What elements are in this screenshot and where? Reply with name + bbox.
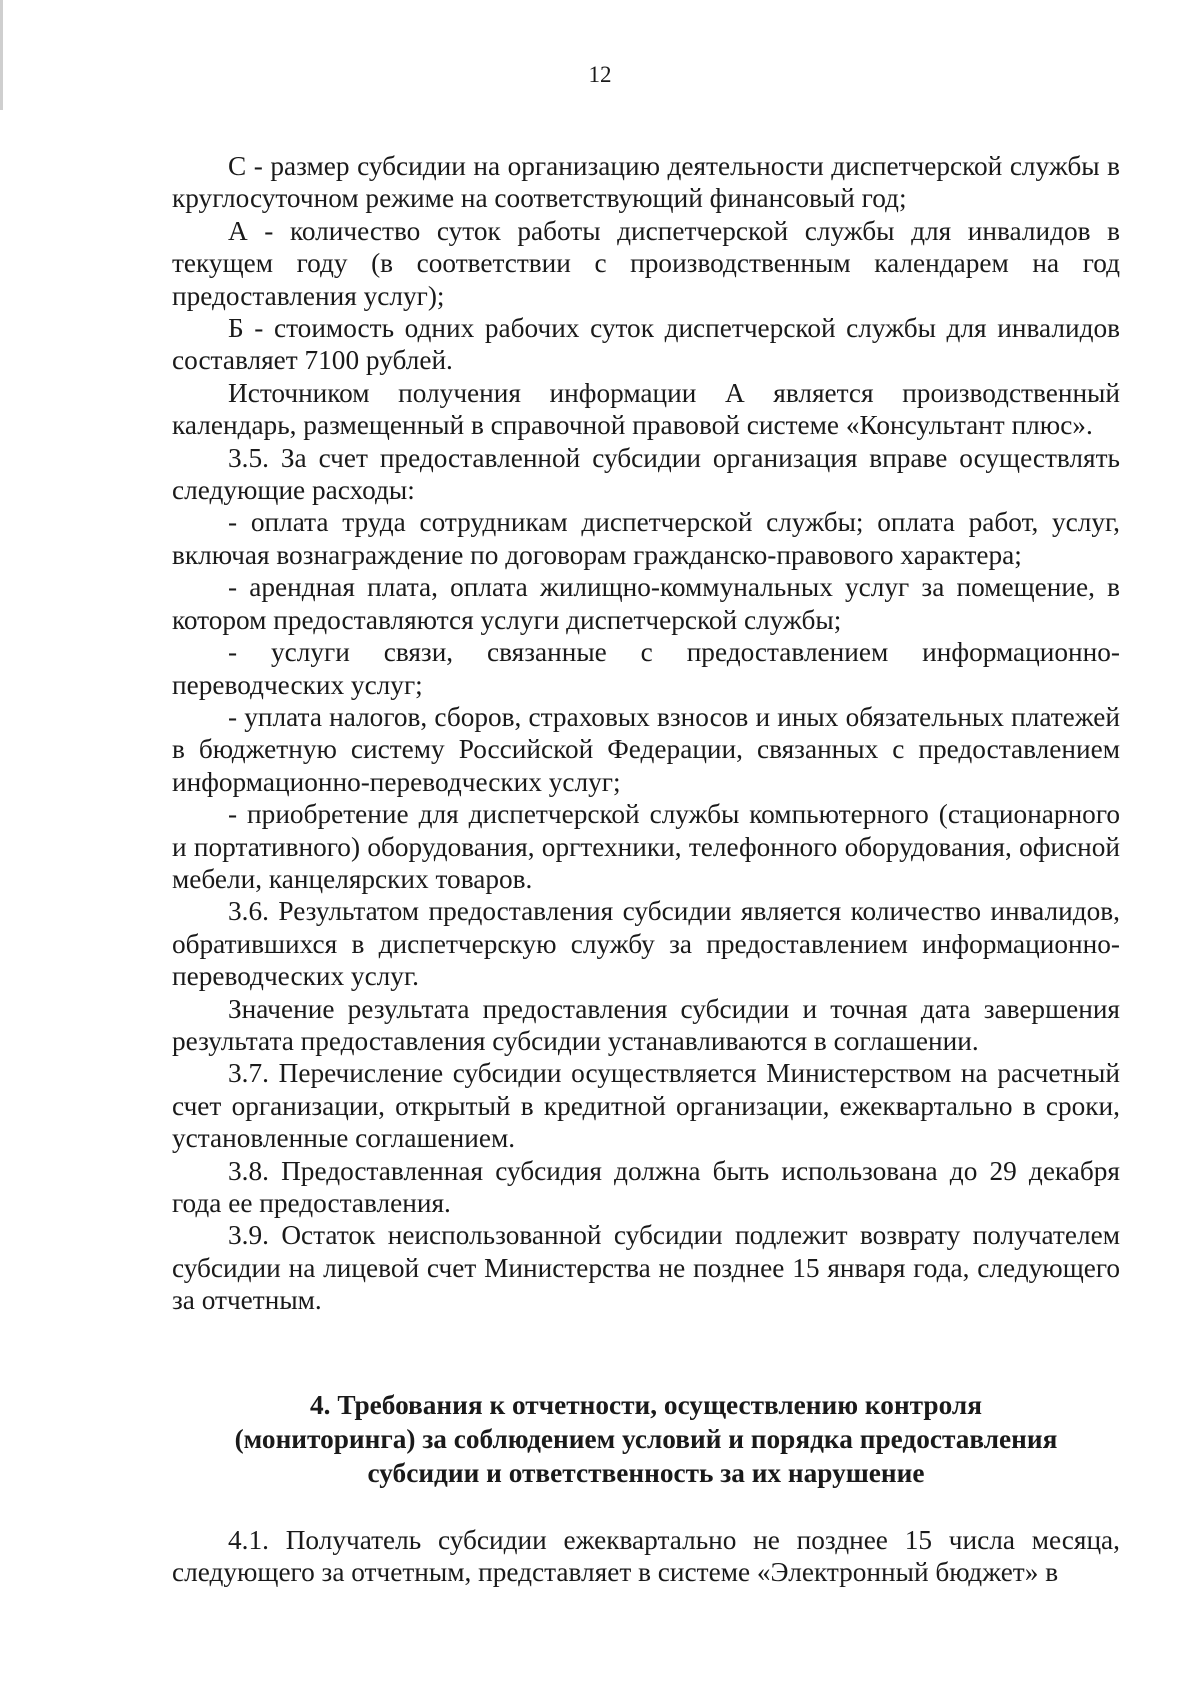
page-number: 12: [588, 62, 612, 87]
paragraph-3-9: 3.9. Остаток неиспользованной субсидии подлежит возврату получателем субсидии на лицевой счет Министерства не позднее 15 января года, следующего за отчетным.: [172, 1220, 1120, 1316]
section-heading: [172, 1388, 1120, 1490]
list-item-labor-payment: - оплата труда сотрудникам диспетчерской службы; оплата работ, услуг, включая вознаграждение по договорам гражданско-правового характера;: [172, 507, 1120, 570]
paragraph-3-5: 3.5. За счет предоставленной субсидии организация вправе осуществлять следующие расходы:: [172, 442, 1120, 506]
paragraph-3-7: 3.7. Перечисление субсидии осуществляется Министерством на расчетный счет организации, открытый в кредитной организации, ежеквартально в сроки, установленные соглашением.: [172, 1058, 1120, 1154]
scan-edge-mark: [0, 0, 3, 110]
paragraph-3-6: 3.6. Результатом предоставления субсидии является количество инвалидов, обратившихся в диспетчерскую службу за предоставлением информационно-переводческих услуг.: [172, 896, 1120, 992]
document-body: [172, 150, 1120, 1317]
section-heading-line: 4. Требования к отчетности, осуществлению контроля: [310, 1390, 982, 1420]
list-item-equipment: - приобретение для диспетчерской службы компьютерного (стационарного и портативного) оборудования, оргтехники, телефонного оборудования, офисной мебели, канцелярских товаров.: [172, 799, 1120, 894]
list-item-rent: - арендная плата, оплата жилищно-коммунальных услуг за помещение, в котором предоставляются услуги диспетчерской службы;: [172, 572, 1120, 635]
list-item-taxes: - уплата налогов, сборов, страховых взносов и иных обязательных платежей в бюджетную систему Российской Федерации, связанных с предоставлением информационно-переводческих услуг;: [172, 701, 1120, 797]
paragraph-b-definition: Б - стоимость одних рабочих суток диспетчерской службы для инвалидов составляет 7100 рублей.: [172, 313, 1120, 376]
list-item-communications: - услуги связи, связанные с предоставлением информационно-переводческих услуг;: [172, 637, 1120, 700]
section-heading-line: субсидии и ответственность за их нарушение: [367, 1458, 925, 1488]
section-body: [172, 1524, 1120, 1589]
paragraph-result-value: Значение результата предоставления субсидии и точная дата завершения результата предоставления субсидии устанавливаются в соглашении.: [172, 993, 1120, 1056]
paragraph-info-source: Источником получения информации А является производственный календарь, размещенный в справочной правовой системе «Консультант плюс».: [172, 377, 1120, 441]
paragraph-c-definition: С - размер субсидии на организацию деятельности диспетчерской службы в круглосуточном режиме на соответствующий финансовый год;: [172, 151, 1120, 214]
paragraph-3-8: 3.8. Предоставленная субсидия должна быть использована до 29 декабря года ее предоставления.: [172, 1155, 1120, 1218]
paragraph-a-definition: А - количество суток работы диспетчерской службы для инвалидов в текущем году (в соответствии с производственным календарем на год предоставления услуг);: [172, 215, 1120, 311]
section-heading-line: (мониторинга) за соблюдением условий и порядка предоставления: [234, 1424, 1058, 1454]
paragraph-4-1: 4.1. Получатель субсидии ежеквартально не позднее 15 числа месяца, следующего за отчетным, представляет в системе «Электронный бюджет» в: [172, 1525, 1120, 1588]
